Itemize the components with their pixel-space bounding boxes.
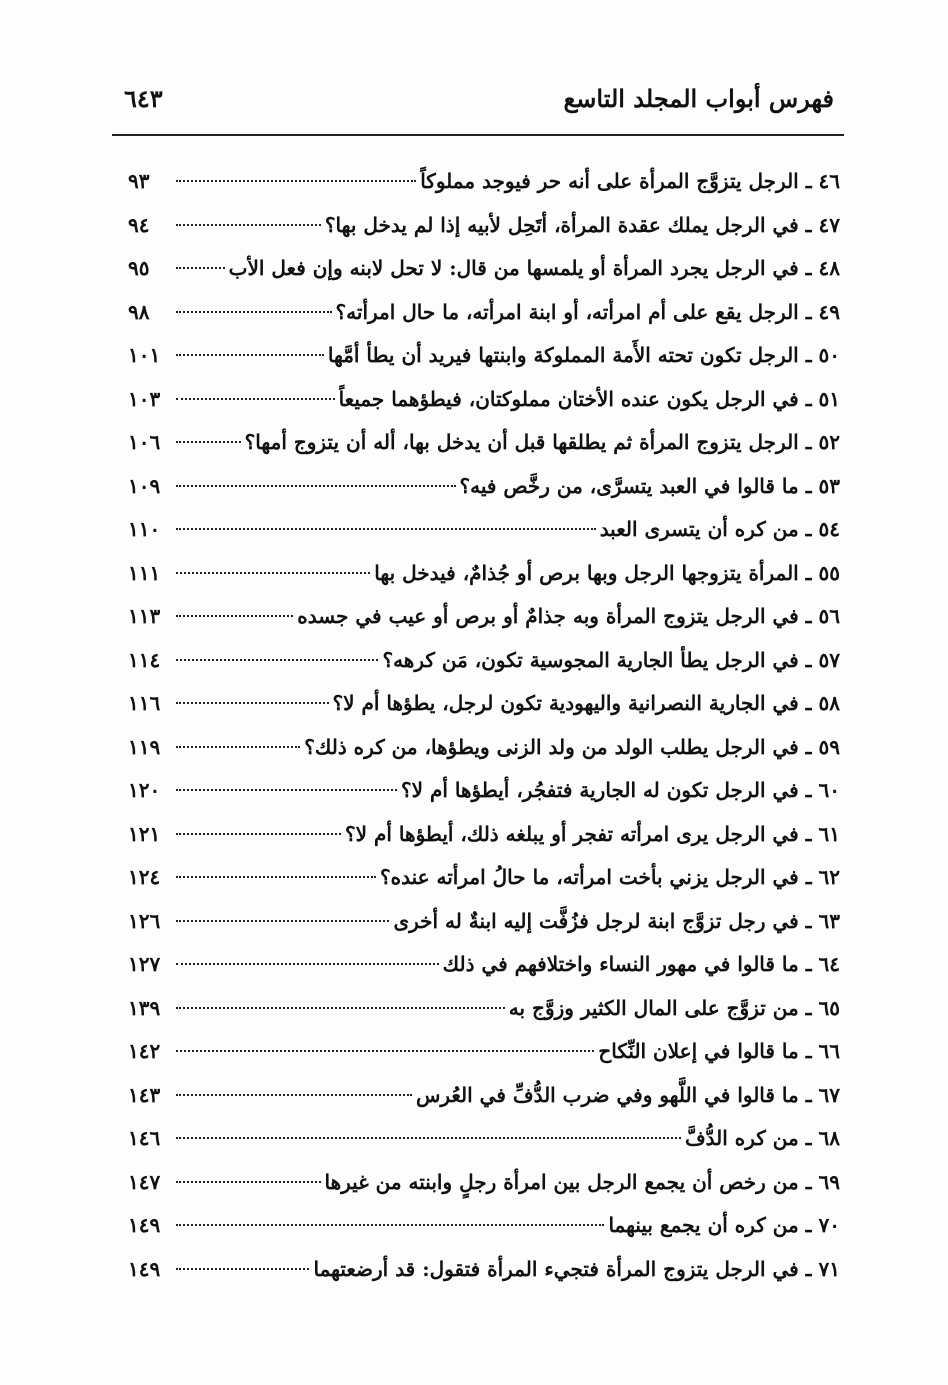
toc-entry [128,552,840,596]
toc-entry [128,508,840,552]
toc-entry-title: ٦٨ ـ من كره الدُّفَّ [684,1126,840,1150]
toc-entry [128,465,840,509]
toc-entry [128,987,840,1031]
toc-entry-page: ١٠٦ [128,430,161,454]
toc-entry-page: ١٢٤ [128,865,161,889]
toc-entry-page: ١٢٧ [128,952,161,976]
toc-entry [128,334,840,378]
toc-entry-page: ٩٨ [128,299,150,324]
toc-entry [128,378,840,422]
toc-entry-title: ٧١ ـ في الرجل يتزوج المرأة فتجيء المرأة فتقول: قد أرضعتهما [313,1256,840,1281]
dot-leader [176,483,456,487]
dot-leader [176,744,300,748]
header-divider [112,134,844,136]
toc-entry-page: ١١٤ [128,647,161,672]
toc-entry [128,639,840,683]
toc-entry-title: ٦٤ ـ ما قالوا في مهور النساء واختلافهم في ذلك [442,952,840,976]
toc-entry [128,204,840,248]
toc-entry-title: ٥١ ـ في الرجل يكون عنده الأختان مملوكتان، فيطؤهما جميعاً [338,386,840,411]
dot-leader [176,700,329,704]
toc-entry-page: ١١٠ [128,517,161,541]
toc-entry-title: ٥٣ ـ ما قالوا في العبد يتسرَّى، من رخَّص فيه؟ [459,473,840,498]
toc-entry [128,1204,840,1248]
toc-entry [128,856,840,900]
toc-entry-title: ٥٠ ـ الرجل تكون تحته الأَمة المملوكة وابنتها فيريد أن يطأ أمَّها [327,343,840,367]
dot-leader [176,309,332,313]
toc-entry [128,726,840,770]
toc-entry [128,1248,840,1292]
toc-entry-page: ١٢١ [128,821,161,846]
dot-leader [176,222,321,226]
toc-entry-page: ١١٦ [128,691,161,715]
toc-entry [128,943,840,987]
toc-entry-page: ١٠٩ [128,473,161,498]
toc-entry-title: ٦٣ ـ في رجل تزوَّج ابنة لرجل فزُفَّت إليه ابنةٌ له أخرى [393,908,840,933]
toc-entry-page: ١٢٠ [128,778,161,802]
toc-entry [128,247,840,291]
dot-leader [176,439,241,443]
dot-leader [176,526,596,530]
toc-entry-title: ٥٩ ـ في الرجل يطلب الولد من ولد الزنى ويطؤها، من كره ذلك؟ [304,734,840,759]
toc-entry [128,595,840,639]
toc-entry-title: ٥٤ ـ من كره أن يتسرى العبد [599,517,840,541]
toc-entry-page: ١١٣ [128,604,161,628]
dot-leader [176,831,341,835]
dot-leader [176,1266,309,1270]
toc-entry-title: ٦٠ ـ في الرجل تكون له الجارية فتفجُر، أيطؤها أم لا؟ [400,778,840,802]
toc-entry-title: ٤٩ ـ الرجل يقع على أم امرأته، أو ابنة امرأته، ما حال امرأته؟ [335,299,840,324]
toc-entry-page: ٩٤ [128,212,150,237]
toc-entry [128,1030,840,1074]
toc-entry [128,1074,840,1118]
toc-entry-page: ١٣٩ [128,995,161,1020]
toc-entry-page: ١٤٣ [128,1082,161,1107]
dot-leader [176,1092,412,1096]
toc-entry-title: ٥٥ ـ المرأة يتزوجها الرجل وبها برص أو جُذامٌ، فيدخل بها [374,560,840,585]
toc-entry-title: ٦٢ ـ في الرجل يزني بأخت امرأته، ما حالُ امرأته عنده؟ [379,865,840,889]
dot-leader [176,1222,604,1226]
toc-entry [128,160,840,204]
dot-leader [176,961,439,965]
dot-leader [176,1135,681,1139]
toc-entry-title: ٦٥ ـ من تزوَّج على المال الكثير وزوَّج به [508,995,840,1020]
dot-leader [176,918,389,922]
toc-entry-title: ٤٨ ـ في الرجل يجرد المرأة أو يلمسها من قال: لا تحل لابنه وإن فعل الأب [228,256,840,280]
toc-entry-page: ١٤٢ [128,1039,161,1063]
page-header [110,82,842,122]
toc-entry-title: ٥٦ ـ في الرجل يتزوج المرأة وبه جذامٌ أو برص أو عيب في جسده [297,604,840,628]
toc-entry [128,421,840,465]
toc-entry [128,900,840,944]
toc-entry-page: ١٠٣ [128,386,161,411]
dot-leader [176,352,324,356]
toc-entry-title: ٧٠ ـ من كره أن يجمع بينهما [608,1213,840,1237]
toc-entry-title: ٤٧ ـ في الرجل يملك عقدة المرأة، أتَحِل لأبيه إذا لم يدخل بها؟ [324,212,840,237]
toc-entry-page: ١٤٧ [128,1169,161,1194]
dot-leader [176,657,378,661]
dot-leader [176,1005,505,1009]
table-of-contents [128,160,840,1291]
dot-leader [176,178,416,182]
toc-entry-page: ١٢٦ [128,908,161,933]
dot-leader [176,570,370,574]
toc-entry-page: ١٤٩ [128,1213,161,1237]
toc-entry-title: ٦٩ ـ من رخص أن يجمع الرجل بين امرأة رجلٍ وابنته من غيرها [324,1169,840,1194]
toc-entry-title: ٥٧ ـ في الرجل يطأ الجارية المجوسية تكون، مَن كرهه؟ [382,647,840,672]
toc-entry-title: ٦٧ ـ ما قالوا في اللَّهو وفي ضرب الدُّفِّ في العُرس [415,1082,840,1107]
toc-entry-page: ١٤٦ [128,1126,161,1150]
dot-leader [176,1179,321,1183]
toc-entry-page: ١١١ [128,560,161,585]
toc-entry [128,769,840,813]
toc-entry [128,1117,840,1161]
toc-entry-page: ٩٥ [128,256,150,280]
toc-entry [128,682,840,726]
toc-entry-title: ٥٢ ـ الرجل يتزوج المرأة ثم يطلقها قبل أن يدخل بها، أله أن يتزوج أمها؟ [244,430,840,454]
running-title: فهرس أبواب المجلد التاسع [563,84,834,113]
toc-entry [128,1161,840,1205]
dot-leader [176,874,376,878]
dot-leader [176,613,293,617]
dot-leader [176,787,397,791]
dot-leader [176,396,335,400]
toc-entry-page: ٩٣ [128,169,150,193]
dot-leader [176,265,225,269]
toc-entry-title: ٥٨ ـ في الجارية النصرانية واليهودية تكون لرجل، يطؤها أم لا؟ [332,691,840,715]
toc-entry-title: ٦١ ـ في الرجل يرى امرأته تفجر أو يبلغه ذلك، أيطؤها أم لا؟ [345,821,840,846]
toc-entry [128,813,840,857]
dot-leader [176,1048,594,1052]
toc-entry-page: ١٤٩ [128,1256,161,1281]
toc-entry [128,291,840,335]
toc-entry-title: ٤٦ ـ الرجل يتزوَّج المرأة على أنه حر فيوجد مملوكاً [420,169,840,193]
toc-entry-page: ١١٩ [128,734,161,759]
toc-entry-page: ١٠١ [128,343,161,367]
toc-entry-title: ٦٦ ـ ما قالوا في إعلان النِّكاح [598,1039,840,1063]
page-number: ٦٤٣ [124,84,163,113]
